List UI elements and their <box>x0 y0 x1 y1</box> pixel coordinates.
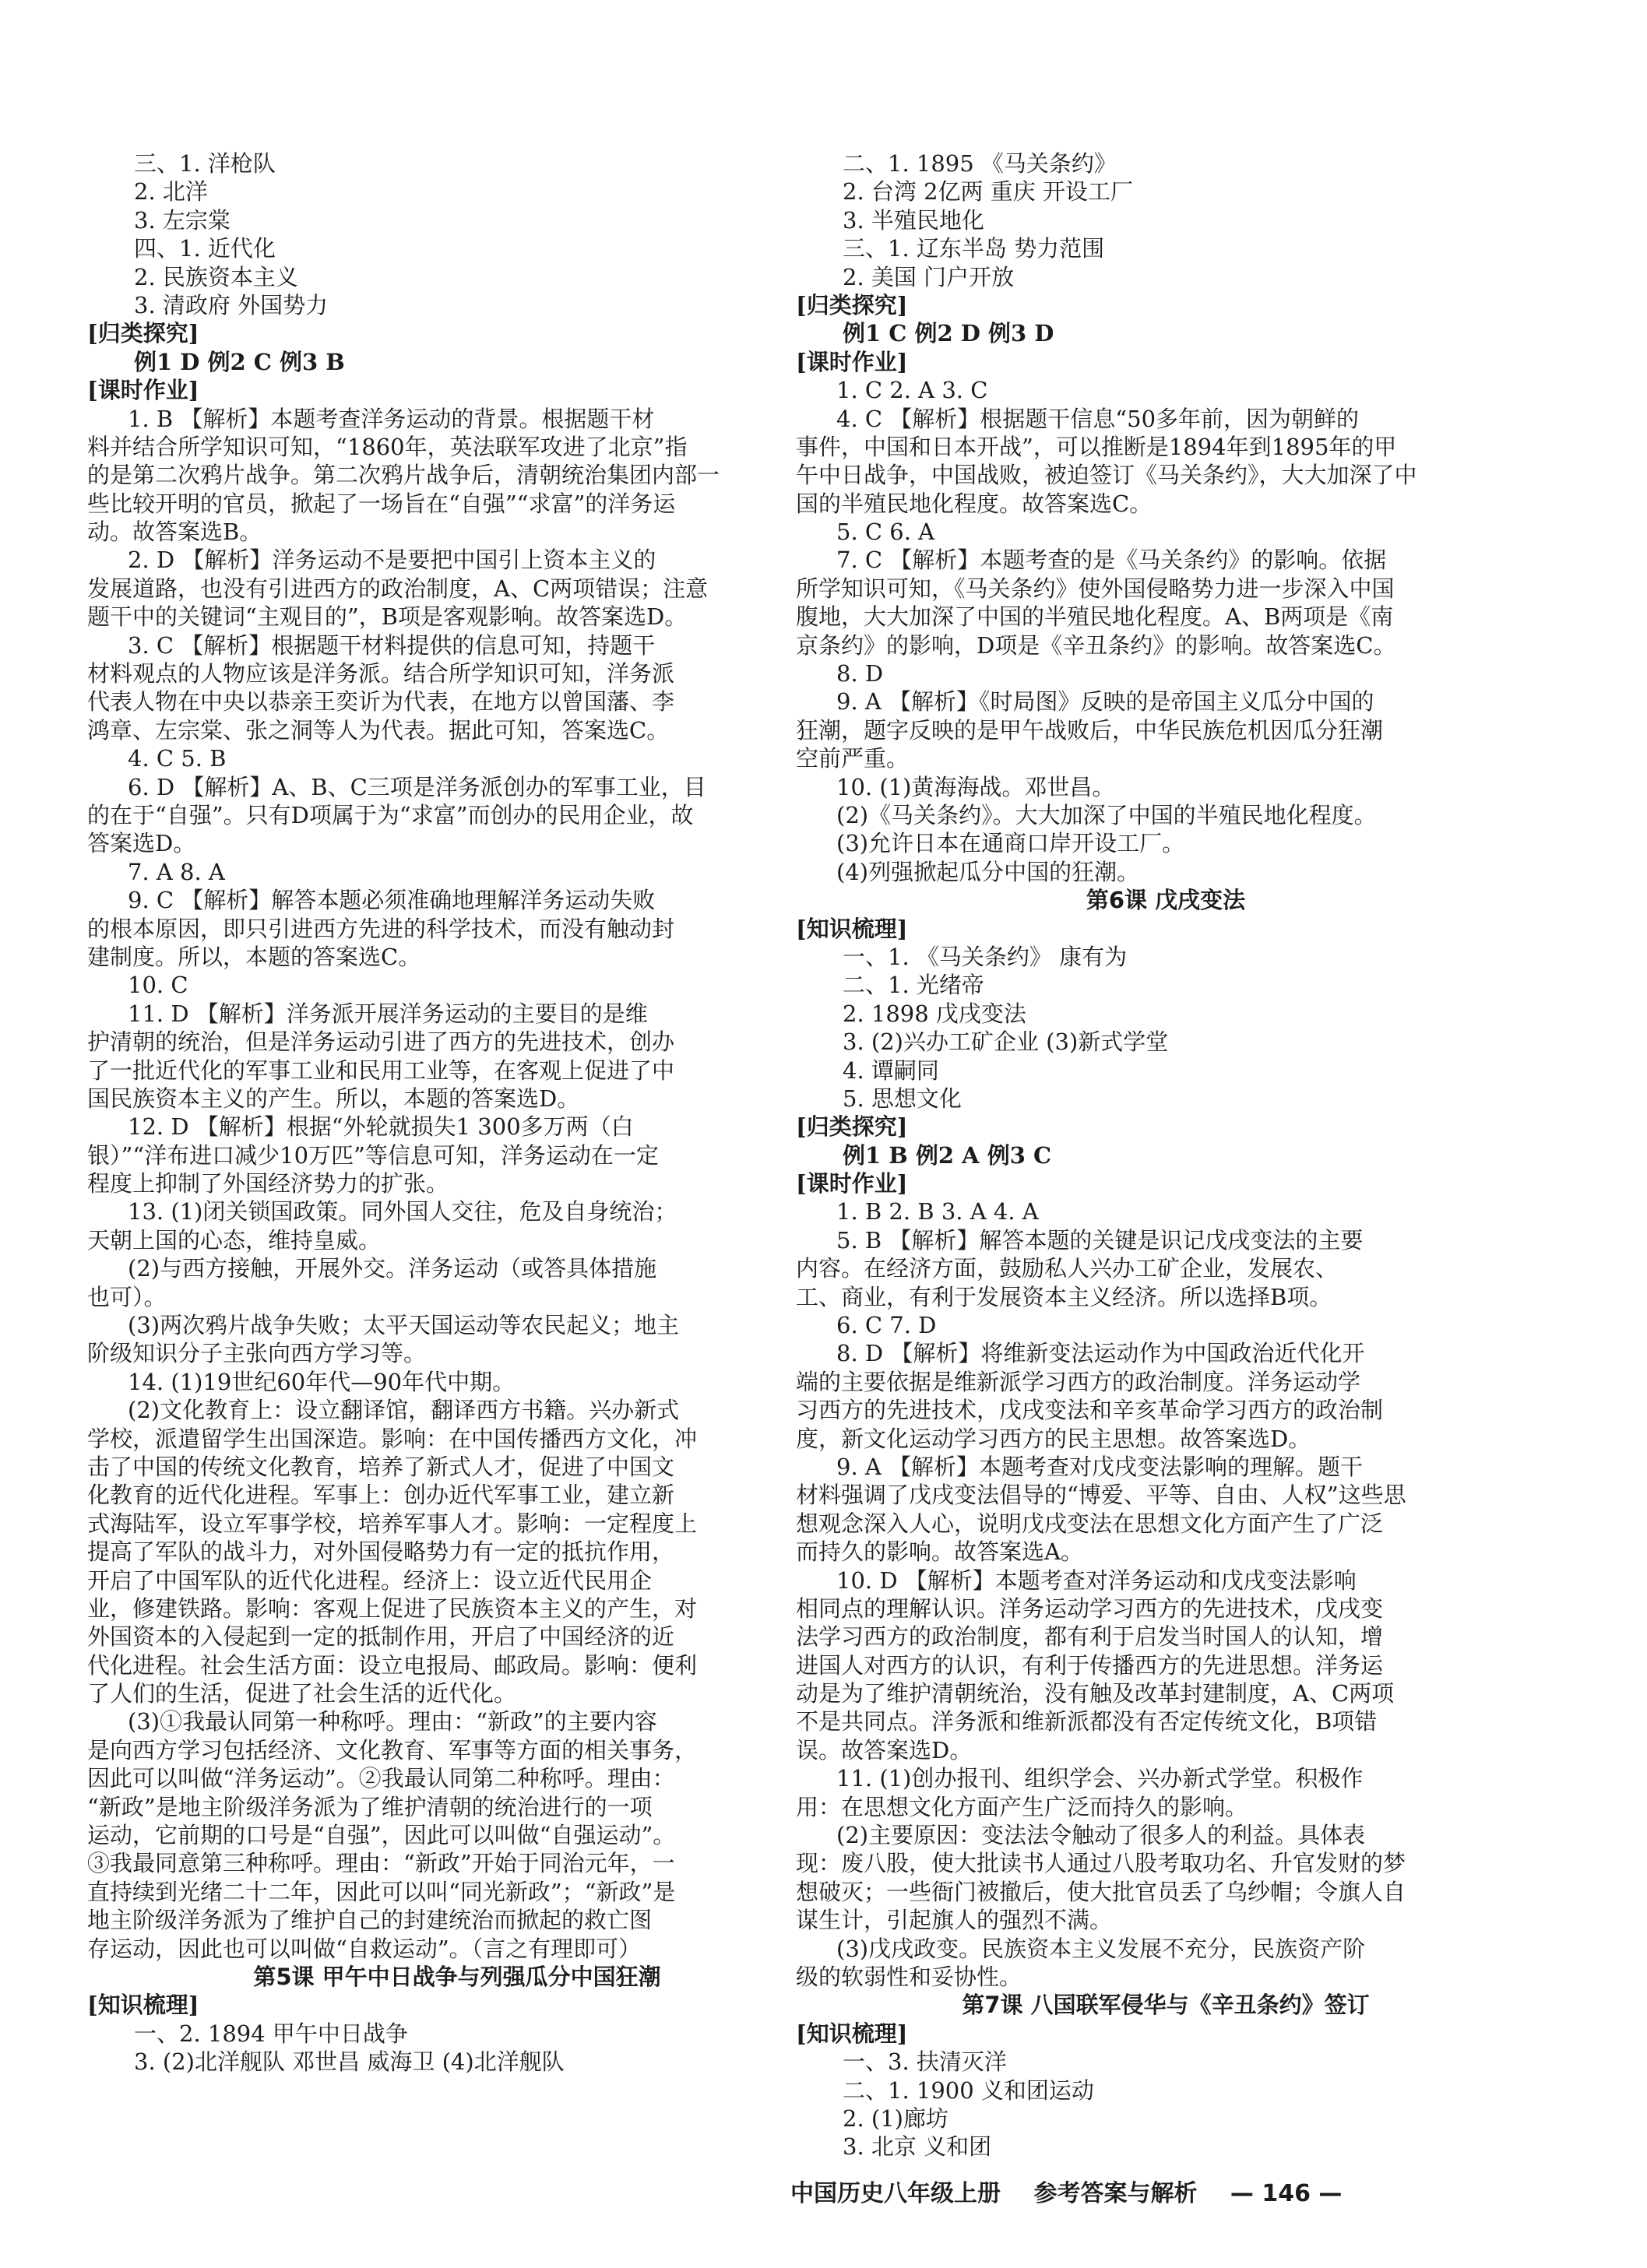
text-line: 外国资本的入侵起到一定的抵制作用，开启了中国经济的近 <box>87 1623 675 1651</box>
section-label: [课时作业] <box>796 348 908 375</box>
text-line: 的是第二次鸦片战争。第二次鸦片战争后，清朝统治集团内部一 <box>87 462 720 489</box>
text-line: 的根本原因，即只引进西方先进的科学技术，而没有触动封 <box>87 915 675 942</box>
text-line: 的在于“自强”。只有D项属于为“求富”而创办的民用企业，故 <box>87 801 694 828</box>
text-line: 因此可以叫做“洋务运动”。②我最认同第二种称呼。理由： <box>87 1765 675 1792</box>
section-label: [知识梳理] <box>87 1992 199 2019</box>
text-line: 例1 B 例2 A 例3 C <box>843 1141 1052 1169</box>
text-line: (3)①我最认同第一种称呼。理由：“新政”的主要内容 <box>128 1708 657 1735</box>
text-line: 端的主要依据是维新派学习西方的政治制度。洋务运动学 <box>796 1368 1361 1395</box>
text-line: 5. 思想文化 <box>843 1085 962 1112</box>
text-line: 级的软弱性和妥协性。 <box>796 1964 1022 1990</box>
text-line: 开启了中国军队的近代化进程。经济上：设立近代民用企 <box>87 1567 653 1594</box>
text-line: 谋生计，引起旗人的强烈不满。 <box>796 1907 1113 1934</box>
text-line: 13. (1)闭关锁国政策。同外国人交往，危及自身统治； <box>128 1198 677 1225</box>
text-line: 腹地，大大加深了中国的半殖民地化程度。A、B两项是《南 <box>796 603 1394 631</box>
text-line: 银）”“洋布进口减少10万匹”等信息可知，洋务运动在一定 <box>87 1141 659 1169</box>
text-line: 3. (2)北洋舰队 邓世昌 威海卫 (4)北洋舰队 <box>134 2048 565 2076</box>
text-line: 护清朝的统治，但是洋务运动引进了西方的先进技术，创办 <box>87 1029 675 1056</box>
section-label: [归类探究] <box>796 291 908 318</box>
text-line: 6. D 【解析】A、B、C三项是洋务派创办的军事工业，目 <box>128 773 706 800</box>
text-line: 3. C 【解析】根据题干材料提供的信息可知，持题干 <box>128 631 656 659</box>
text-line: 程度上抑制了外国经济势力的扩张。 <box>87 1170 449 1197</box>
text-line: 材料强调了戊戌变法倡导的“博爱、平等、自由、人权”这些思 <box>796 1482 1406 1509</box>
text-line: 题干中的关键词“主观目的”，B项是客观影响。故答案选D。 <box>87 603 688 631</box>
text-line: 2. (1)廊坊 <box>843 2104 948 2132</box>
text-line: 鸿章、左宗棠、张之洞等人为代表。据此可知，答案选C。 <box>87 716 670 744</box>
text-line: 阶级知识分子主张向西方学习等。 <box>87 1340 427 1367</box>
section-label: [归类探究] <box>796 1113 908 1141</box>
text-line: 7. C 【解析】本题考查的是《马关条约》的影响。依据 <box>836 547 1387 574</box>
text-line: 2. 台湾 2亿两 重庆 开设工厂 <box>843 178 1133 206</box>
text-line: 直持续到光绪二十二年，因此可以叫“同光新政”；“新政”是 <box>87 1878 676 1905</box>
text-line: 些比较开明的官员，掀起了一场旨在“自强”“求富”的洋务运 <box>87 490 676 517</box>
text-line: 而持久的影响。故答案选A。 <box>796 1538 1083 1566</box>
text-line: 例1 D 例2 C 例3 B <box>134 348 345 375</box>
section-label: [知识梳理] <box>796 915 908 942</box>
text-line: 习西方的先进技术，戊戌变法和辛亥革命学习西方的政治制 <box>796 1397 1384 1424</box>
text-line: 国的半殖民地化程度。故答案选C。 <box>796 490 1153 517</box>
text-line: 事件，中国和日本开战”，可以推断是1894年到1895年的甲 <box>796 433 1397 460</box>
text-line: (4)列强掀起瓜分中国的狂潮。 <box>836 858 1140 885</box>
text-line: 9. A 【解析】《时局图》反映的是帝国主义瓜分中国的 <box>836 688 1374 716</box>
text-line: 2. D 【解析】洋务运动不是要把中国引上资本主义的 <box>128 547 656 574</box>
text-line: 代化进程。社会生活方面：设立电报局、邮政局。影响：便利 <box>87 1651 698 1679</box>
text-line: 进国人对西方的认识，有利于传播西方的先进思想。洋务运 <box>796 1651 1384 1679</box>
text-line: 存运动，因此也可以叫做“自救运动”。（言之有理即可） <box>87 1935 642 1962</box>
text-line: 学校，派遣留学生出国深造。影响：在中国传播西方文化，冲 <box>87 1425 698 1452</box>
text-line: 二、1. 1900 义和团运动 <box>843 2076 1094 2104</box>
text-line: 10. D 【解析】本题考查对洋务运动和戊戌变法影响 <box>836 1567 1357 1594</box>
text-line: 击了中国的传统文化教育，培养了新式人才，促进了中国文 <box>87 1453 675 1480</box>
text-line: 10. (1)黄海海战。邓世昌。 <box>836 773 1115 800</box>
text-line: “新政”是地主阶级洋务派为了维护清朝的统治进行的一项 <box>87 1793 653 1820</box>
footer-section: 参考答案与解析 <box>1033 2180 1198 2207</box>
text-line: 误。故答案选D。 <box>796 1736 973 1763</box>
text-line: 国民族资本主义的产生。所以，本题的答案选D。 <box>87 1085 580 1112</box>
text-line: 2. 美国 门户开放 <box>843 263 1015 290</box>
text-line: 提高了军队的战斗力，对外国侵略势力有一定的抵抗作用， <box>87 1538 675 1566</box>
text-line: 2. 民族资本主义 <box>134 263 298 290</box>
text-line: 4. C 5. B <box>128 745 227 772</box>
text-line: 发展道路，也没有引进西方的政治制度，A、C两项错误；注意 <box>87 575 709 602</box>
text-line: 所学知识可知，《马关条约》使外国侵略势力进一步深入中国 <box>796 575 1395 602</box>
text-line: (3)允许日本在通商口岸开设工厂。 <box>836 830 1185 857</box>
text-line: 了人们的生活，促进了社会生活的近代化。 <box>87 1680 517 1707</box>
text-line: 3. 北京 义和团 <box>843 2133 992 2161</box>
text-line: 度，新文化运动学习西方的民主思想。故答案选D。 <box>796 1425 1311 1452</box>
text-line: 想观念深入人心，说明戊戌变法在思想文化方面产生了广泛 <box>796 1510 1384 1537</box>
text-line: 二、1. 1895 《马关条约》 <box>843 150 1117 177</box>
text-line: 用：在思想文化方面产生广泛而持久的影响。 <box>796 1793 1248 1820</box>
text-line: 动是为了维护清朝统治，没有触及改革封建制度，A、C两项 <box>796 1680 1395 1707</box>
text-line: (2)文化教育上：设立翻译馆，翻译西方书籍。兴办新式 <box>128 1397 680 1424</box>
text-line: (2)主要原因：变法法令触动了很多人的利益。具体表 <box>836 1822 1366 1849</box>
text-line: 工、商业，有利于发展资本主义经济。所以选择B项。 <box>796 1283 1332 1310</box>
lesson-heading: 第7课 八国联军侵华与《辛丑条约》签订 <box>962 1992 1370 2019</box>
text-line: 空前严重。 <box>796 745 910 772</box>
text-line: 京条约》的影响，D项是《辛丑条约》的影响。故答案选C。 <box>796 631 1396 659</box>
text-line: 式海陆军，设立军事学校，培养军事人才。影响：一定程度上 <box>87 1510 698 1537</box>
text-line: 建制度。所以，本题的答案选C。 <box>87 943 421 970</box>
text-line: 5. B 【解析】解答本题的关键是识记戊戌变法的主要 <box>836 1226 1364 1254</box>
text-line: 化教育的近代化进程。军事上：创办近代军事工业，建立新 <box>87 1482 675 1509</box>
footer-book-title: 中国历史八年级上册 <box>790 2180 1001 2207</box>
text-line: 7. A 8. A <box>128 858 225 885</box>
text-line: 14. (1)19世纪60年代—90年代中期。 <box>128 1368 516 1395</box>
section-label: [知识梳理] <box>796 2020 908 2047</box>
text-line: (3)两次鸦片战争失败；太平天国运动等农民起义；地主 <box>128 1312 680 1339</box>
text-line: 3. (2)兴办工矿企业 (3)新式学堂 <box>843 1029 1169 1056</box>
text-line: 二、1. 光绪帝 <box>843 972 984 999</box>
text-line: 四、1. 近代化 <box>134 235 276 262</box>
text-line: 例1 C 例2 D 例3 D <box>843 320 1054 347</box>
text-line: 11. D 【解析】洋务派开展洋务运动的主要目的是维 <box>128 1000 648 1027</box>
section-label: [归类探究] <box>87 320 199 347</box>
text-line: 11. (1)创办报刊、组织学会、兴办新式学堂。积极作 <box>836 1765 1364 1792</box>
text-line: 9. A 【解析】本题考查对戊戌变法影响的理解。题干 <box>836 1453 1364 1480</box>
text-line: 三、1. 辽东半岛 势力范围 <box>843 235 1105 262</box>
text-line: 天朝上国的心态，维持皇威。 <box>87 1226 382 1254</box>
text-line: 1. C 2. A 3. C <box>836 377 988 404</box>
text-line: 12. D 【解析】根据“外轮就损失1 300多万两（白 <box>128 1113 634 1141</box>
text-line: 是向西方学习包括经济、文化教育、军事等方面的相关事务， <box>87 1736 698 1763</box>
text-line: 一、1. 《马关条约》 康有为 <box>843 943 1128 970</box>
right-column <box>796 149 1536 2161</box>
text-line: 3. 左宗棠 <box>134 206 231 234</box>
text-line: 5. C 6. A <box>836 519 935 546</box>
text-line: 相同点的理解认识。洋务运动学习西方的先进技术，戊戌变 <box>796 1595 1384 1622</box>
text-line: 2. 1898 戊戌变法 <box>843 1000 1026 1027</box>
text-line: 3. 清政府 外国势力 <box>134 291 329 318</box>
text-line: 动。故答案选B。 <box>87 519 262 546</box>
text-line: 1. B 【解析】本题考查洋务运动的背景。根据题干材 <box>128 405 655 432</box>
text-line: (2)与西方接触，开展外交。洋务运动（或答具体措施 <box>128 1255 657 1282</box>
section-label: [课时作业] <box>796 1170 908 1197</box>
text-line: 地主阶级洋务派为了维护自己的封建统治而掀起的救亡图 <box>87 1907 653 1934</box>
text-line: 内容。在经济方面，鼓励私人兴办工矿企业，发展农、 <box>796 1255 1339 1282</box>
text-line: 1. B 2. B 3. A 4. A <box>836 1198 1039 1225</box>
section-label: [课时作业] <box>87 377 199 404</box>
footer-page-number: — 146 — <box>1230 2180 1343 2207</box>
text-line: (2)《马关条约》。大大加深了中国的半殖民地化程度。 <box>836 801 1377 828</box>
lesson-heading: 第5课 甲午中日战争与列强瓜分中国狂潮 <box>253 1964 661 1990</box>
text-line: 现：废八股，使大批读书人通过八股考取功名、升官发财的梦 <box>796 1850 1406 1877</box>
text-line: 狂潮，题字反映的是甲午战败后，中华民族危机因瓜分狂潮 <box>796 716 1384 744</box>
text-line: 材料观点的人物应该是洋务派。结合所学知识可知，洋务派 <box>87 660 675 687</box>
text-line: (3)戊戌政变。民族资本主义发展不充分，民族资产阶 <box>836 1935 1366 1962</box>
text-line: 业，修建铁路。影响：客观上促进了民族资本主义的产生，对 <box>87 1595 698 1622</box>
text-line: 代表人物在中央以恭亲王奕䜣为代表，在地方以曾国藩、李 <box>87 688 675 716</box>
text-line: 9. C 【解析】解答本题必须准确地理解洋务运动失败 <box>128 887 656 914</box>
text-line: ③我最同意第三种称呼。理由：“新政”开始于同治元年，一 <box>87 1850 675 1877</box>
text-line: 4. 谭嗣同 <box>843 1057 939 1084</box>
text-line: 三、1. 洋枪队 <box>134 150 276 177</box>
text-line: 2. 北洋 <box>134 178 208 206</box>
text-line: 午中日战争，中国战败，被迫签订《马关条约》，大大加深了中 <box>796 462 1417 489</box>
text-line: 4. C 【解析】根据题干信息“50多年前，因为朝鲜的 <box>836 405 1360 432</box>
text-line: 不是共同点。洋务派和维新派都没有否定传统文化，B项错 <box>796 1708 1378 1735</box>
text-line: 想破灭；一些衙门被撤后，使大批官员丢了乌纱帽；令旗人自 <box>796 1878 1406 1905</box>
text-line: 也可）。 <box>87 1283 167 1310</box>
text-line: 了一批近代化的军事工业和民用工业等，在客观上促进了中 <box>87 1057 675 1084</box>
text-line: 一、2. 1894 甲午中日战争 <box>134 2020 408 2047</box>
text-line: 10. C <box>128 972 188 999</box>
text-line: 法学习西方的政治制度，都有利于启发当时国人的认知，增 <box>796 1623 1384 1651</box>
left-column <box>87 149 827 2076</box>
text-line: 料并结合所学知识可知，“1860年，英法联军攻进了北京”指 <box>87 433 688 460</box>
text-line: 8. D 【解析】将维新变法运动作为中国政治近代化开 <box>836 1340 1365 1367</box>
text-line: 8. D <box>836 660 884 687</box>
text-line: 6. C 7. D <box>836 1312 937 1339</box>
text-line: 一、3. 扶清灭洋 <box>843 2048 1007 2076</box>
page-footer <box>790 2174 1367 2208</box>
lesson-heading: 第6课 戊戌变法 <box>1086 887 1246 914</box>
text-line: 3. 半殖民地化 <box>843 206 984 234</box>
text-line: 运动，它前期的口号是“自强”，因此可以叫做“自强运动”。 <box>87 1822 676 1849</box>
text-line: 答案选D。 <box>87 830 196 857</box>
